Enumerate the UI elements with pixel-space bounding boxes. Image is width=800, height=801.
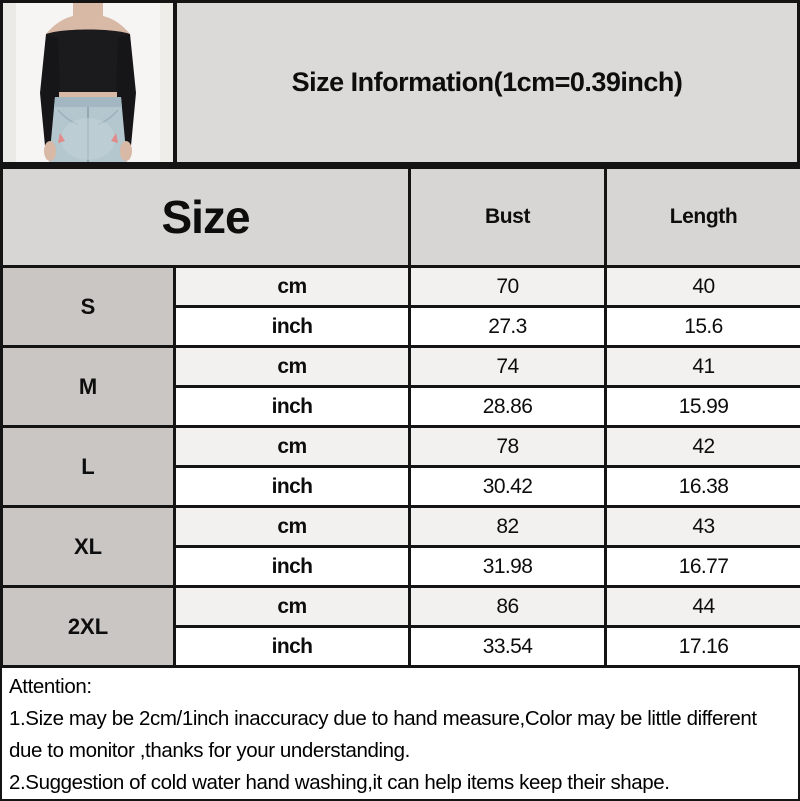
bust-cm-value-2xl: 86 — [410, 587, 606, 627]
header-band — [0, 0, 800, 166]
size-label-2xl: 2XL — [2, 587, 175, 667]
bust-cm-value-s: 70 — [410, 267, 606, 307]
bust-inch-value-m: 28.86 — [410, 387, 606, 427]
product-photo-illustration — [3, 3, 173, 162]
unit-label-inch: inch — [175, 307, 410, 347]
unit-label-inch: inch — [175, 547, 410, 587]
bust-cm-value-m: 74 — [410, 347, 606, 387]
bust-inch-value-2xl: 33.54 — [410, 627, 606, 667]
bust-inch-value-s: 27.3 — [410, 307, 606, 347]
table-row-m-cm — [2, 347, 800, 387]
column-header-size: Size — [2, 168, 410, 267]
size-label-xl: XL — [2, 507, 175, 587]
table-row-2xl-cm — [2, 587, 800, 627]
product-photo — [3, 3, 177, 162]
length-cm-value-2xl: 44 — [606, 587, 800, 627]
bust-inch-value-xl: 31.98 — [410, 547, 606, 587]
table-row-xl-cm — [2, 507, 800, 547]
column-header-length: Length — [606, 168, 800, 267]
unit-label-cm: cm — [175, 427, 410, 467]
length-inch-value-s: 15.6 — [606, 307, 800, 347]
unit-label-cm: cm — [175, 347, 410, 387]
unit-label-cm: cm — [175, 587, 410, 627]
size-label-s: S — [2, 267, 175, 347]
attention-heading: Attention: — [9, 671, 791, 703]
length-inch-value-2xl: 17.16 — [606, 627, 800, 667]
bust-cm-value-l: 78 — [410, 427, 606, 467]
length-inch-value-xl: 16.77 — [606, 547, 800, 587]
unit-label-cm: cm — [175, 507, 410, 547]
title-panel — [177, 3, 797, 162]
length-inch-value-m: 15.99 — [606, 387, 800, 427]
length-cm-value-s: 40 — [606, 267, 800, 307]
attention-line-1: 1.Size may be 2cm/1inch inaccuracy due to hand measure,Color may be little different due to monitor ,thanks for your understanding. — [9, 703, 791, 767]
length-cm-value-xl: 43 — [606, 507, 800, 547]
unit-label-inch: inch — [175, 627, 410, 667]
unit-label-cm: cm — [175, 267, 410, 307]
size-label-m: M — [2, 347, 175, 427]
attention-line-2: 2.Suggestion of cold water hand washing,it can help items keep their shape. — [9, 767, 791, 799]
attention-note — [0, 668, 800, 801]
bust-cm-value-xl: 82 — [410, 507, 606, 547]
table-header-row — [2, 168, 800, 267]
length-cm-value-m: 41 — [606, 347, 800, 387]
column-header-bust: Bust — [410, 168, 606, 267]
unit-label-inch: inch — [175, 467, 410, 507]
bust-inch-value-l: 30.42 — [410, 467, 606, 507]
table-row-s-cm — [2, 267, 800, 307]
size-label-l: L — [2, 427, 175, 507]
size-table — [0, 166, 800, 668]
unit-label-inch: inch — [175, 387, 410, 427]
table-row-l-cm — [2, 427, 800, 467]
length-inch-value-l: 16.38 — [606, 467, 800, 507]
page-title: Size Information(1cm=0.39inch) — [292, 67, 683, 98]
length-cm-value-l: 42 — [606, 427, 800, 467]
